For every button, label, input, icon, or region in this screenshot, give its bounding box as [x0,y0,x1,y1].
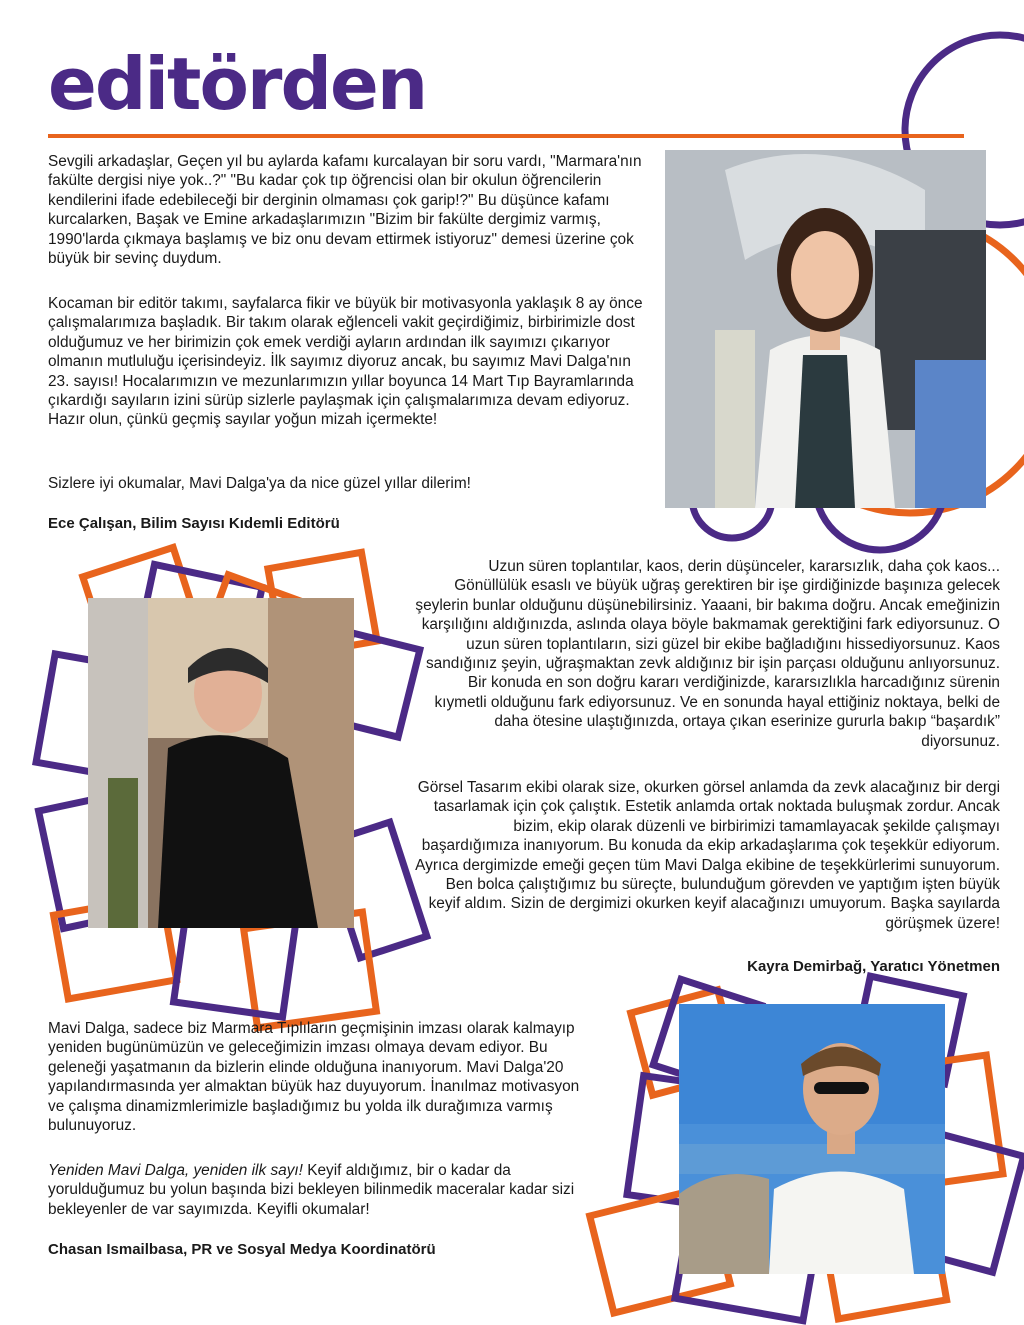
photo-chasan [679,1004,945,1274]
section3-paragraph-1: Mavi Dalga, sadece biz Marmara Tıplıların geçmişinin imzası olarak kalmayıp yeniden bugünümüzün ve geleceğimizin imzası olmaya devam ediyor. Bu geleneği yaşatmanın da bizlerin elinde olduğuna inanıyorum. Mavi Dalga'20 yapılandırmasında yer almaktan büyük haz duyuyorum. İnanılmaz motivasyon ve çalışma dinamizmlerimizle başladığımız bu yolda ilk durağımıza varmış bulunuyoruz. [48,1020,580,1135]
section1-paragraph-3: Sizlere iyi okumalar, Mavi Dalga'ya da nice güzel yıllar dilerim! [48,475,471,492]
section2-paragraph-2: Görsel Tasarım ekibi olarak size, okurken görsel anlamda da zevk alacağınız bir dergi tasarlamak için çok çalıştık. Estetik anlamda ortak noktada buluşmak zordur. Ancak bizim, ekip olarak düzenli ve birbirimizi tamamlayacak şekilde çalışmayı başardığımıza inanıyorum. Bu konuda da ekip arkadaşlarıma çok teşekkür ediyorum. Ayrıca dergimizde emeği geçen tüm Mavi Dalga ekibine de teşekkürlerimi sunuyorum. Ben bolca çalıştığımız bu süreçte, bulunduğum görevden ve yaptığım işten büyük keyif aldım. Sizin de dergimizi okurken keyif alacağınızı umuyorum. Başka sayılarda görüşmek üzere! [415,779,1000,932]
photo-ece [665,150,986,508]
section1-paragraph-2: Kocaman bir editör takımı, sayfalarca fikir ve büyük bir motivasyonla yaklaşık 8 ay önce çalışmalarımıza başladık. Bir takım olarak eğlenceli vakit geçirdiğimiz, birbirimizle dost olduğumuz ve her birimizin çok emek verdiği ayların ardından ilk sayımızı çıkarıyor olmanın mutluluğu içerisindeyiz. İlk sayımız diyoruz ancak, bu sayımız Mavi Dalga'nın 23. sayısı! Hocalarımızın ve mezunlarımızın yıllar boyunca 14 Mart Tıp Bayramlarında çıkardığı sayıların izini sürüp sizlerle paylaşmak için çalışmalarımıza devam ediyoruz. Hazır olun, çünkü geçmiş sayılar yoğun mizah içermekte! [48,295,643,429]
section1-signature: Ece Çalışan, Bilim Sayısı Kıdemli Editörü [48,515,340,532]
section1-paragraph-1: Sevgili arkadaşlar, Geçen yıl bu aylarda kafamı kurcalayan bir soru vardı, "Marmara'nın fakülte dergisi niye yok..?" "Bu kadar çok tıp öğrencisi olan bir okulun öğrencilerin kendilerini ifade edebileceği bir derginin olmaması çok garip!?" Bu düşünce kafamı kurcalarken, Başak ve Emine arkadaşlarımızın "Bizim bir fakülte dergimiz varmış, 1990'larda çıkmaya başlamış ve biz onu devam ettirmek istiyoruz" demesi üzerine çok büyük bir sevinç duydum. [48,153,642,268]
section2-paragraph-1: Uzun süren toplantılar, kaos, derin düşünceler, kararsızlık, daha çok kaos... Gönüllülük esaslı ve büyük uğraş gerektiren bir işe girdiğinizde başınıza gelecek şeylerin bunlar olduğunu düşünebilirsiniz. Yaaani, bir bakıma doğru. Ancak emeğinizin karşılığını aldığınızda, aslında olaya böyle bakmamak gerektiğini fark ediyorsunuz. O uzun süren toplantıların, sizi güzel bir ekibe bağladığını hissediyorsunuz. Kaos sandığınız şeyin, uğraşmaktan zevk aldığınız bir işin parçası olduğunu anlıyorsunuz. Bir konuda en son doğru kararı verdiğinizde, kararsızlıkla harcadığınız sürenin kıymetli olduğunu fark ediyorsunuz. Ve en sonunda hayal ettiğiniz noktaya, belki de daha ötesine ulaştığınızda, ortaya çıkan eserinize gururla bakıp “başardık” diyorsunuz. [415,558,1000,750]
title-divider [48,134,964,138]
section3-signature: Chasan Ismailbasa, PR ve Sosyal Medya Koordinatörü [48,1241,436,1258]
page-title: editörden [48,42,427,126]
section2-signature: Kayra Demirbağ, Yaratıcı Yönetmen [747,958,1000,975]
section3-closing-italic: Yeniden Mavi Dalga, yeniden ilk sayı! [48,1162,303,1179]
section3-paragraph-2 [48,1161,588,1219]
section3-closing-text: Keyif aldığımız, bir o kadar da yorulduğumuz bu yolun başında bizi bekleyen bilinmedik maceralar kadar sizi bekleyenler de var sayımızda. Keyifli okumalar! [48,1162,575,1218]
photo-kayra [88,598,354,928]
